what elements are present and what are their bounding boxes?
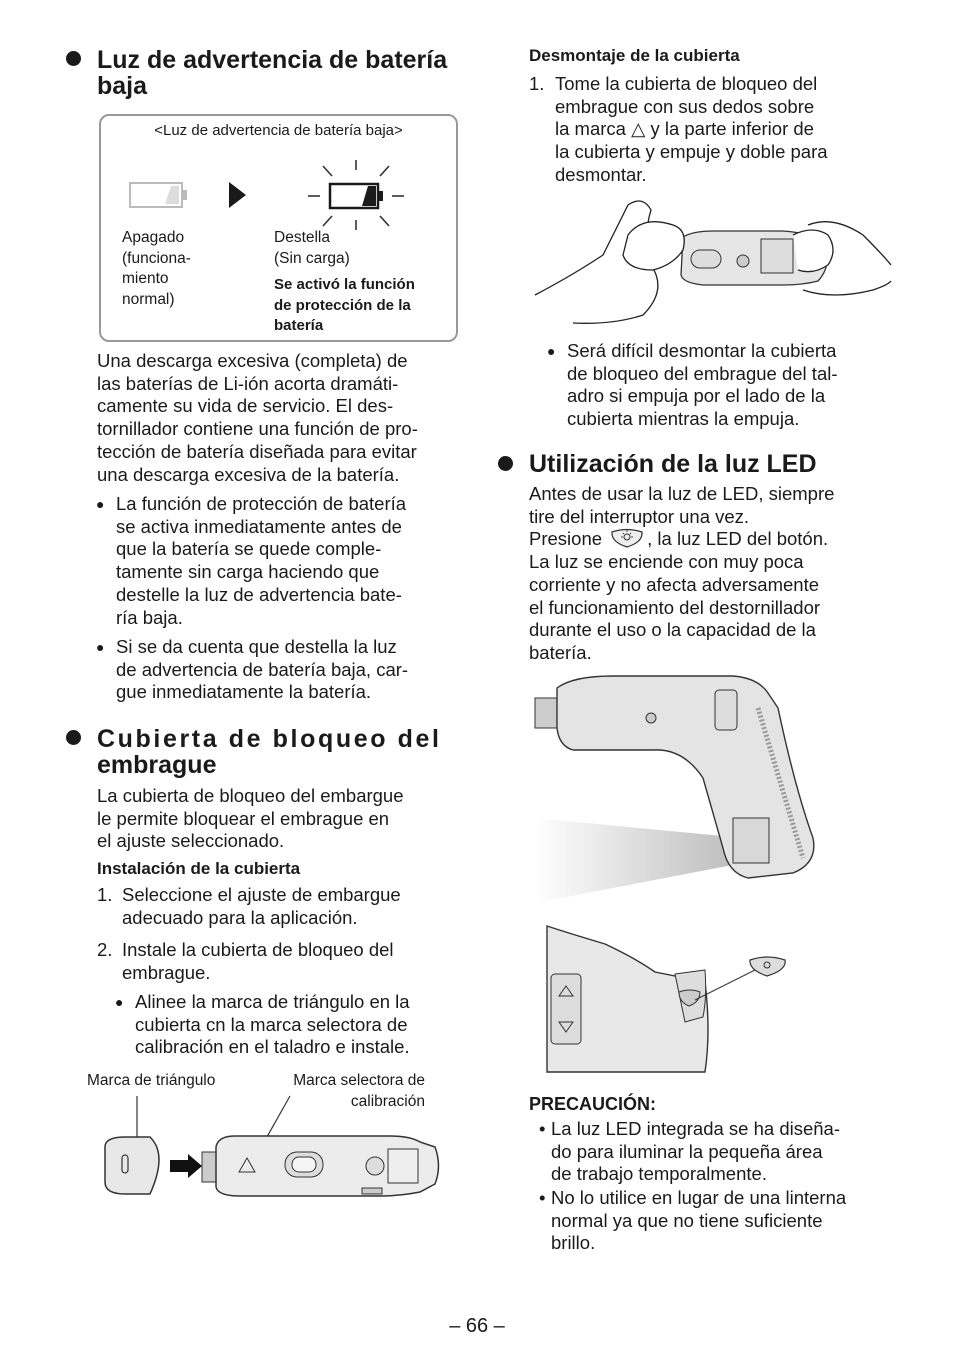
removal-bullet: ● Será difícil desmontar la cubierta de bloqueo del embrague del tal- adro si empuja por el lado de la cubierta mientras la empuja. [547, 340, 838, 430]
led-section-title: Utilización de la luz LED [529, 450, 817, 478]
battery-box-caption: <Luz de advertencia de batería baja> [154, 122, 403, 139]
cover-section-title: Cubierta de bloqueo del embrague [97, 725, 442, 779]
section-bullet [498, 456, 513, 471]
battery-section-title: Luz de advertencia de batería baja [97, 46, 448, 100]
flash-label: Destella (Sin carga) [274, 229, 350, 267]
battery-paragraph: Una descarga excesiva (completa) de las baterías de Li-ión acorta dramáti- camente su vida de servicio. El des- tornillador contiene una función de pro- tección de batería diseñada para evitar una descarga excesiva de la batería. [97, 350, 418, 485]
caution-item-2: • No lo utilice en lugar de una linterna normal ya que no tiene suficiente brillo. [539, 1187, 847, 1254]
battery-empty-icon [129, 182, 189, 208]
page-number: – 66 – [449, 1315, 505, 1337]
section-bullet [66, 51, 81, 66]
install-heading: Instalación de la cubierta [97, 859, 301, 878]
caution-item-1: • La luz LED integrada se ha diseña- do para iluminar la pequeña área de trabajo temporalmente. [539, 1118, 840, 1185]
cover-removal-illustration [533, 195, 893, 330]
led-button-icon [609, 528, 645, 548]
flash-note: Se activó la función de protección de la batería [274, 276, 415, 334]
caution-heading: PRECAUCIÓN: [529, 1094, 657, 1114]
press-line: Presione , la luz LED del botón. [529, 528, 829, 550]
install-step-1: 1. Seleccione el ajuste de embargue adecuado para la aplicación. [97, 884, 401, 928]
battery-warning-box [99, 114, 458, 342]
section-bullet [66, 730, 81, 745]
led-paragraph: Antes de usar la luz de LED, siempre tire del interruptor una vez. Presione , la luz LED del botón. La luz se enciende con muy poca corriente y no afecta adversamente el funcionamiento del destornillador durante el uso o la capacidad de la batería. [529, 483, 889, 665]
removal-step-1: 1. Tome la cubierta de bloqueo del embrague con sus dedos sobre la marca △ y la parte inferior de la cubierta y empuje y doble para desmontar. [529, 73, 828, 185]
battery-bullet-1: ● La función de protección de batería se activa inmediatamente antes de que la batería se quede comple- tamente sin carga haciendo que destelle la luz de advertencia bate- ría baja. [96, 493, 407, 628]
triangle-mark-label: Marca de triángulo [87, 1072, 216, 1089]
selector-mark-label: Marca selectora de calibración [293, 1072, 425, 1110]
cover-install-illustration [100, 1092, 445, 1202]
led-button-detail [545, 922, 795, 1072]
cover-intro: La cubierta de bloqueo del embargue le permite bloquear el embrague en el ajuste seleccionado. [97, 785, 404, 852]
install-step-2: 2. Instale la cubierta de bloqueo del embrague. [97, 939, 394, 983]
battery-flashing-icon [306, 158, 406, 230]
off-label: Apagado (funciona- miento normal) [122, 229, 191, 308]
drill-led-illustration [533, 668, 823, 908]
arrow-right-icon [229, 182, 247, 208]
battery-bullet-2: ● Si se da cuenta que destella la luz de advertencia de batería baja, car- gue inmediatamente la batería. [96, 636, 409, 703]
removal-heading: Desmontaje de la cubierta [529, 46, 740, 65]
install-step-2-bullet: ● Alinee la marca de triángulo en la cubierta cn la marca selectora de calibración en el taladro e instale. [115, 991, 410, 1058]
